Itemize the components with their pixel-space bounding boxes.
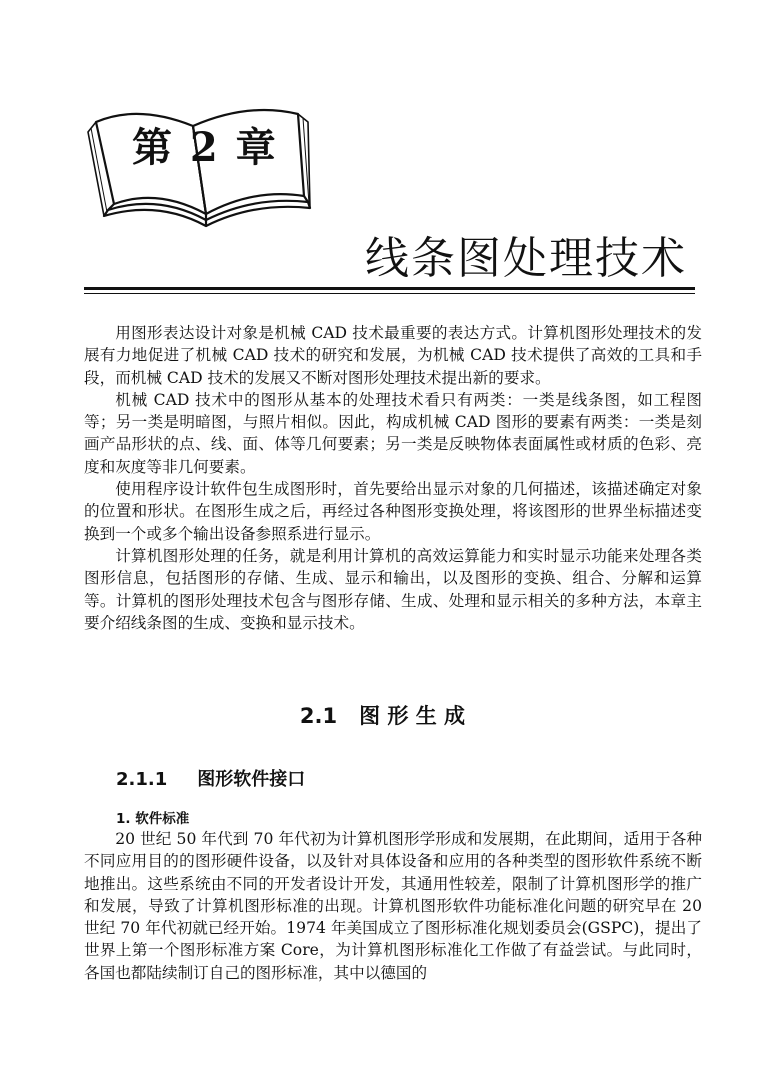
subsection-heading <box>116 765 305 791</box>
subsection-title: 图形软件接口 <box>197 769 306 790</box>
section-number: 2.1 <box>299 704 338 728</box>
chapter-title: 线条图处理技术 <box>365 233 687 284</box>
paragraph: 机械 CAD 技术中的图形从基本的处理技术看只有两类：一类是线条图，如工程图等；另一类是明暗图，与照片相似。因此，构成机械 CAD 图形的要素有两类：一类是刻画产品形状的点、线、面、体等几何要素；另一类是反映物体表面属性或材质的色彩、亮度和灰度等非几何要素。 <box>84 390 702 476</box>
paragraph: 使用程序设计软件包生成图形时，首先要给出显示对象的几何描述，该描述确定对象的位置和形状。在图形生成之后，再经过各种图形变换处理，将该图形的世界坐标描述变换到一个或多个输出设备参照系进行显示。 <box>84 480 702 543</box>
chapter-label: 第 2 章 <box>132 124 278 171</box>
title-rule-thin <box>84 293 695 294</box>
paragraph: 用图形表达设计对象是机械 CAD 技术最重要的表达方式。计算机图形处理技术的发展有力地促进了机械 CAD 技术的研究和发展，为机械 CAD 技术提供了高效的工具和手段，而机械 CAD 技术的发展又不断对图形处理技术提出新的要求。 <box>84 324 702 387</box>
subsubsection-heading: 1. 软件标准 <box>116 811 190 827</box>
section-heading <box>0 700 765 730</box>
section-text <box>84 828 702 984</box>
section-title: 图 形 生 成 <box>359 704 466 728</box>
subsection-number: 2.1.1 <box>116 769 168 790</box>
intro-text <box>84 322 702 634</box>
paragraph: 20 世纪 50 年代到 70 年代初为计算机图形学形成和发展期，在此期间，适用于各种不同应用目的的图形硬件设备，以及针对具体设备和应用的各种类型的图形软件系统不断地推出。这些系统由不同的开发者设计开发，其通用性较差，限制了计算机图形学的推广和发展，导致了计算机图形标准的出现。计算机图形软件功能标准化问题的研究早在 20 世纪 70 年代初就已经开始。1974 年美国成立了图形标准化规划委员会(GSPC)，提出了世界上第一个图形标准方案 Core，为计算机图形标准化工作做了有益尝试。与此同时，各国也都陆续制订自己的图形标准，其中以德国的 <box>84 830 702 982</box>
title-rule-thick <box>84 287 695 290</box>
paragraph: 计算机图形处理的任务，就是利用计算机的高效运算能力和实时显示功能来处理各类图形信息，包括图形的存储、生成、显示和输出，以及图形的变换、组合、分解和运算等。计算机的图形处理技术包含与图形存储、生成、处理和显示相关的多种方法，本章主要介绍线条图的生成、变换和显示技术。 <box>84 546 702 632</box>
